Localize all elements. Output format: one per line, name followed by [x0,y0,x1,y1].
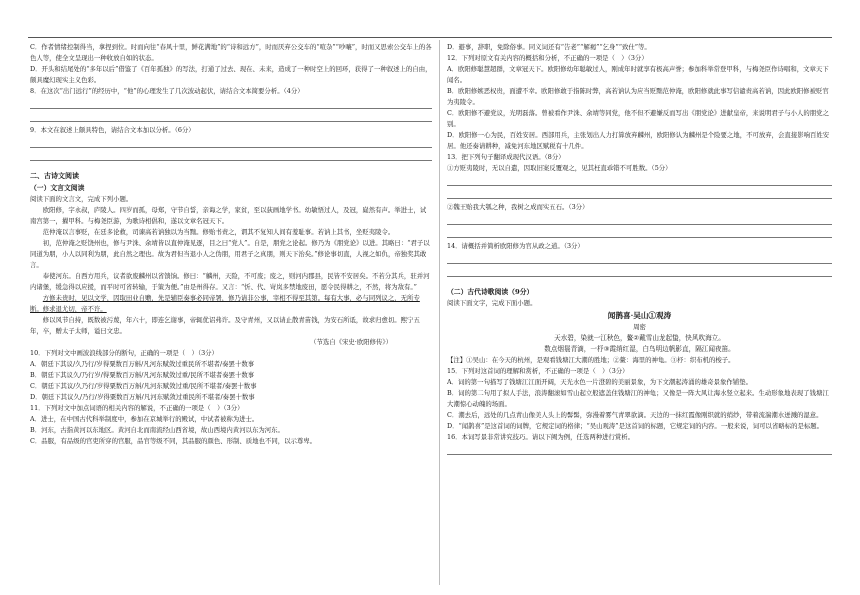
section-title-classical: 二、古诗文阅读 [30,171,79,180]
poem-line: 数点烟鬟青滴，一杼③霞绡红湿，白鸟明边帆影直，隔江闻夜笛。 [544,345,735,353]
question-10-option[interactable]: A．朝廷下其议/久乃行/岁得粟数百万斛/凡河东赋敛过重民所不堪者/奏罢十数事 [30,360,255,368]
reading-instruction: 阅读下面文字，完成下面小题。 [447,299,537,307]
question-15: 15．下列对这首词的理解和赏析，不正确的一项是（ ）（3分） [447,367,629,375]
answer-line[interactable] [30,99,432,109]
question-15-option[interactable]: C．潮去后，远处的几点青山像美人头上的髻髻，弥漫着雾气青翠欲滴。天边的一抹红霞像刚织就的绡纱，带着流湍潮水迸溅的湿意。 [447,411,823,419]
answer-line[interactable] [447,254,832,264]
question-7-option-d: D．开头和结尾处的“多年以后”借鉴了《百年孤独》的写法，打通了过去、现在、未来，造成了一种时空上的回环，获得了一种叙述上的自由，颇具魔幻现实主义色彩。 [30,65,432,84]
question-12-option[interactable]: C．欧阳修不避党议，光明磊落。曾被看作尹洙、余靖等同党，他不但不避嫌反而写出《朋党论》进献皇帝，来说明君子与小人的朋党之别。 [447,109,829,128]
question-10-option[interactable]: C．朝廷下其议/久乃行/岁得粟数百万斛/凡河东赋敛过重/民所不堪者/奏罢十数事 [30,382,257,390]
passage-paragraph: 欧阳修，字永叔，庐陵人。四岁而孤，母郑，守节自誓，亲诲之学，家贫，至以荻画地学书。幼敏悟过人，及冠，嶷然有声。举进士，试南宫第一，擢甲科。与梅尧臣游，为歌诗相倡和，遂以文章名冠天下。 [30,206,427,225]
question-11-option[interactable]: B．河东，古指黄河以东地区。黄河自北而南流经山西省境，故山西境内黄河以东为河东。 [30,426,284,434]
answer-line[interactable] [447,267,832,277]
question-15-option[interactable]: A．词的第一句描写了钱塘江江面开阔，天光水色一片澄碧的美丽景象，为下文潮起涛涌的雄奇景象作铺垫。 [447,378,752,386]
passage-paragraph: 修以风节自持，既数被污蔑，年六十，即连乞谢事，帝辄优诏弗许。及守青州，又以请止散青苗钱，为安石所诋，故求归愈切。熙宁五年，卒，赠太子太师，谥曰文忠。 [30,316,420,335]
passage-paragraph-underlined: 方修未贵时，见以文学，因取田业自赡，先是辅臣奏事必同帝署，修乃请非公事，宰相不得至其第。每有大事，必与同列议之，无所专断。修求退尤切，帝不许。 [30,294,420,313]
question-13: 13．把下列句子翻译成现代汉语。（8分） [447,153,565,161]
poem-title: 闻鹊喜·吴山①观涛 [607,311,672,320]
question-11-option[interactable]: D．避事，辞职，免除俗事。同义词还有“告老”“解褐”“乞身”“致仕”等。 [447,43,651,51]
answer-line[interactable] [30,138,432,148]
question-9: 9．本文在叙述上颇具特色，请结合文本加以分析。（6分） [30,126,195,134]
question-12: 12．下列对原文有关内容的概括和分析，不正确的一项是（ ）（3分） [447,54,648,62]
question-11: 11．下列对文中加点词语的相关内容的解说，不正确的一项是（ ）（3分） [30,404,244,412]
question-14: 14．请概括并简析欧阳修为官从政之道。（3分） [447,242,584,250]
answer-line[interactable] [447,189,832,199]
question-15-option[interactable]: D．“闻鹊喜”是这首词的词牌，它规定词的格律；“吴山观涛”是这首词的标题，它规定词的内容。一般来说，词可以省略标的是标题。 [447,422,824,430]
question-15-option[interactable]: B．词的第二句用了拟人手法，浪涛翻滚如雪山起立般遮盖住钱塘江的神龟；又像是一阵大风让海水竖立起来。生动形象地表现了钱塘江大潮惊心动魄的场面。 [447,389,829,408]
question-10-option[interactable]: B．朝廷下其议久/乃行岁/得粟数百万斛/凡河东赋敛过重/民所不堪者奏罢十数事 [30,371,255,379]
poem-line: 天水碧，染就一江秋色，鳌②戴雪山龙起蛰，快风吹海立。 [554,334,725,342]
question-10-option[interactable]: D．朝廷下其议久/乃行/岁得粟数百万斛/凡河东赋敛过重民所不堪者/奏罢十数事 [30,393,255,401]
passage-paragraph: 奉使河东。自西方用兵，议者欲废麟州以省馈饷。修曰：“麟州，天险，不可废；废之，则河内郡县，民皆不安居矣。不若分其兵，驻并河内诸堡，缓急得以应援，而平时可省转输，于策为便。”由是州得存。又言：“忻、代、岢岚多禁地废田，愿令民得耕之，不然，将为敌有。” [30,272,430,291]
question-10: 10．下列对文中画波浪线部分的断句，正确的一项是（ ）（3分） [30,349,218,357]
question-7-option-c: C．作者情绪控制得当，拿捏到位。时而向往“春风十里，鲜花满地”的“诗和远方”，时而厌弃公交车的“喧杂”“吵嚷”，时而又思索公交车上的各色人等，使全文呈现出一种收放自如的状态。 [30,43,432,62]
answer-line[interactable] [447,228,832,238]
question-16: 16．本词写景非常讲究技巧。请以下阙为例，任选两种进行赏析。 [447,433,635,441]
question-12-option[interactable]: D．欧阳修一心为民，百姓安居。西部用兵，主张划出人力打算放弃麟州，欧阳修认为麟州是个险要之地，不可放弃，会直接影响百姓安居。他还奏请耕种，减免河东地区赋税有十几件。 [447,131,830,150]
header-rule [28,37,832,38]
question-8: 8．在这次“出门远行”的经历中，“他”的心理发生了几次波动起伏，请结合文本简要分析。（4分） [30,87,304,95]
right-column [447,42,832,587]
reading-instruction: 阅读下面的文言文，完成下列小题。 [30,195,133,203]
answer-line[interactable] [30,112,432,122]
question-12-option[interactable]: B．欧阳修嫉恶权贵，面遭不幸。欧阳修敢于指陈时弊，高若讷认为应当贬黜范仲淹，欧阳修就此事写信谴责高若讷，因此欧阳修被贬官为夷陵令。 [447,87,829,106]
question-12-option[interactable]: A．欧阳修聪慧超群，文章冠天下。欧阳修幼年聪敏过人，刚成年时就享有极高声誉；参加科举常登甲科，与梅尧臣作诗唱和，文章天下闻名。 [447,65,829,84]
subsection-title-prose: （一）文言文阅读 [30,184,85,192]
question-11-option[interactable]: A．进士，在中国古代科举制度中，参加在京城举行的殿试，中试者被称为进士。 [30,415,259,423]
left-column [30,42,432,587]
subsection-title-poetry: （二）古代诗歌阅读（9分） [447,288,534,296]
answer-line[interactable] [447,215,832,225]
answer-line[interactable] [30,151,432,161]
answer-line[interactable] [447,176,832,186]
passage-paragraph: 范仲淹以言事贬，在廷多论救，司谏高若讷独以为当黜。修贻书责之，谓其不复知人间有羞耻事。若讷上其书，坐贬夷陵令。 [42,228,395,236]
column-divider [439,40,440,585]
answer-line[interactable] [447,445,832,455]
poem-author: 周密 [633,323,646,331]
question-11-option[interactable]: C．品服，有品级的官吏所穿的官服，品官等级不同，其品服的颜色、形制、质地也不同，以示尊卑。 [30,437,317,445]
question-13-sentence-1: ①方贬夷陵时，无以自遣，因取旧案反覆观之，见其枉直乖错不可胜数。（5分） [447,164,672,172]
question-13-sentence-2: ②魏王贻我大瓠之种，我树之成而实五石。（3分） [447,203,589,211]
passage-paragraph: 初，范仲淹之贬饶州也，修与尹洙、余靖皆以直仲淹见逐，目之曰“党人”。自是，朋党之论起。修乃为《朋党论》以进。其略曰：“君子以同道为朋，小人以同利为朋，此自然之理也。故为君但当退小人之伪朋，用君子之真朋，则天下治矣。”修论事切直，人视之如仇，帝独奖其敢言。 [30,239,430,269]
passage-source: （节选自《宋史·欧阳修传》） [310,338,392,346]
poem-note: 【注】①吴山：在今天的杭州，是观看钱塘江大潮的胜地；②鳌：海里的神龟。③杼：织布机的梭子。 [447,356,735,364]
